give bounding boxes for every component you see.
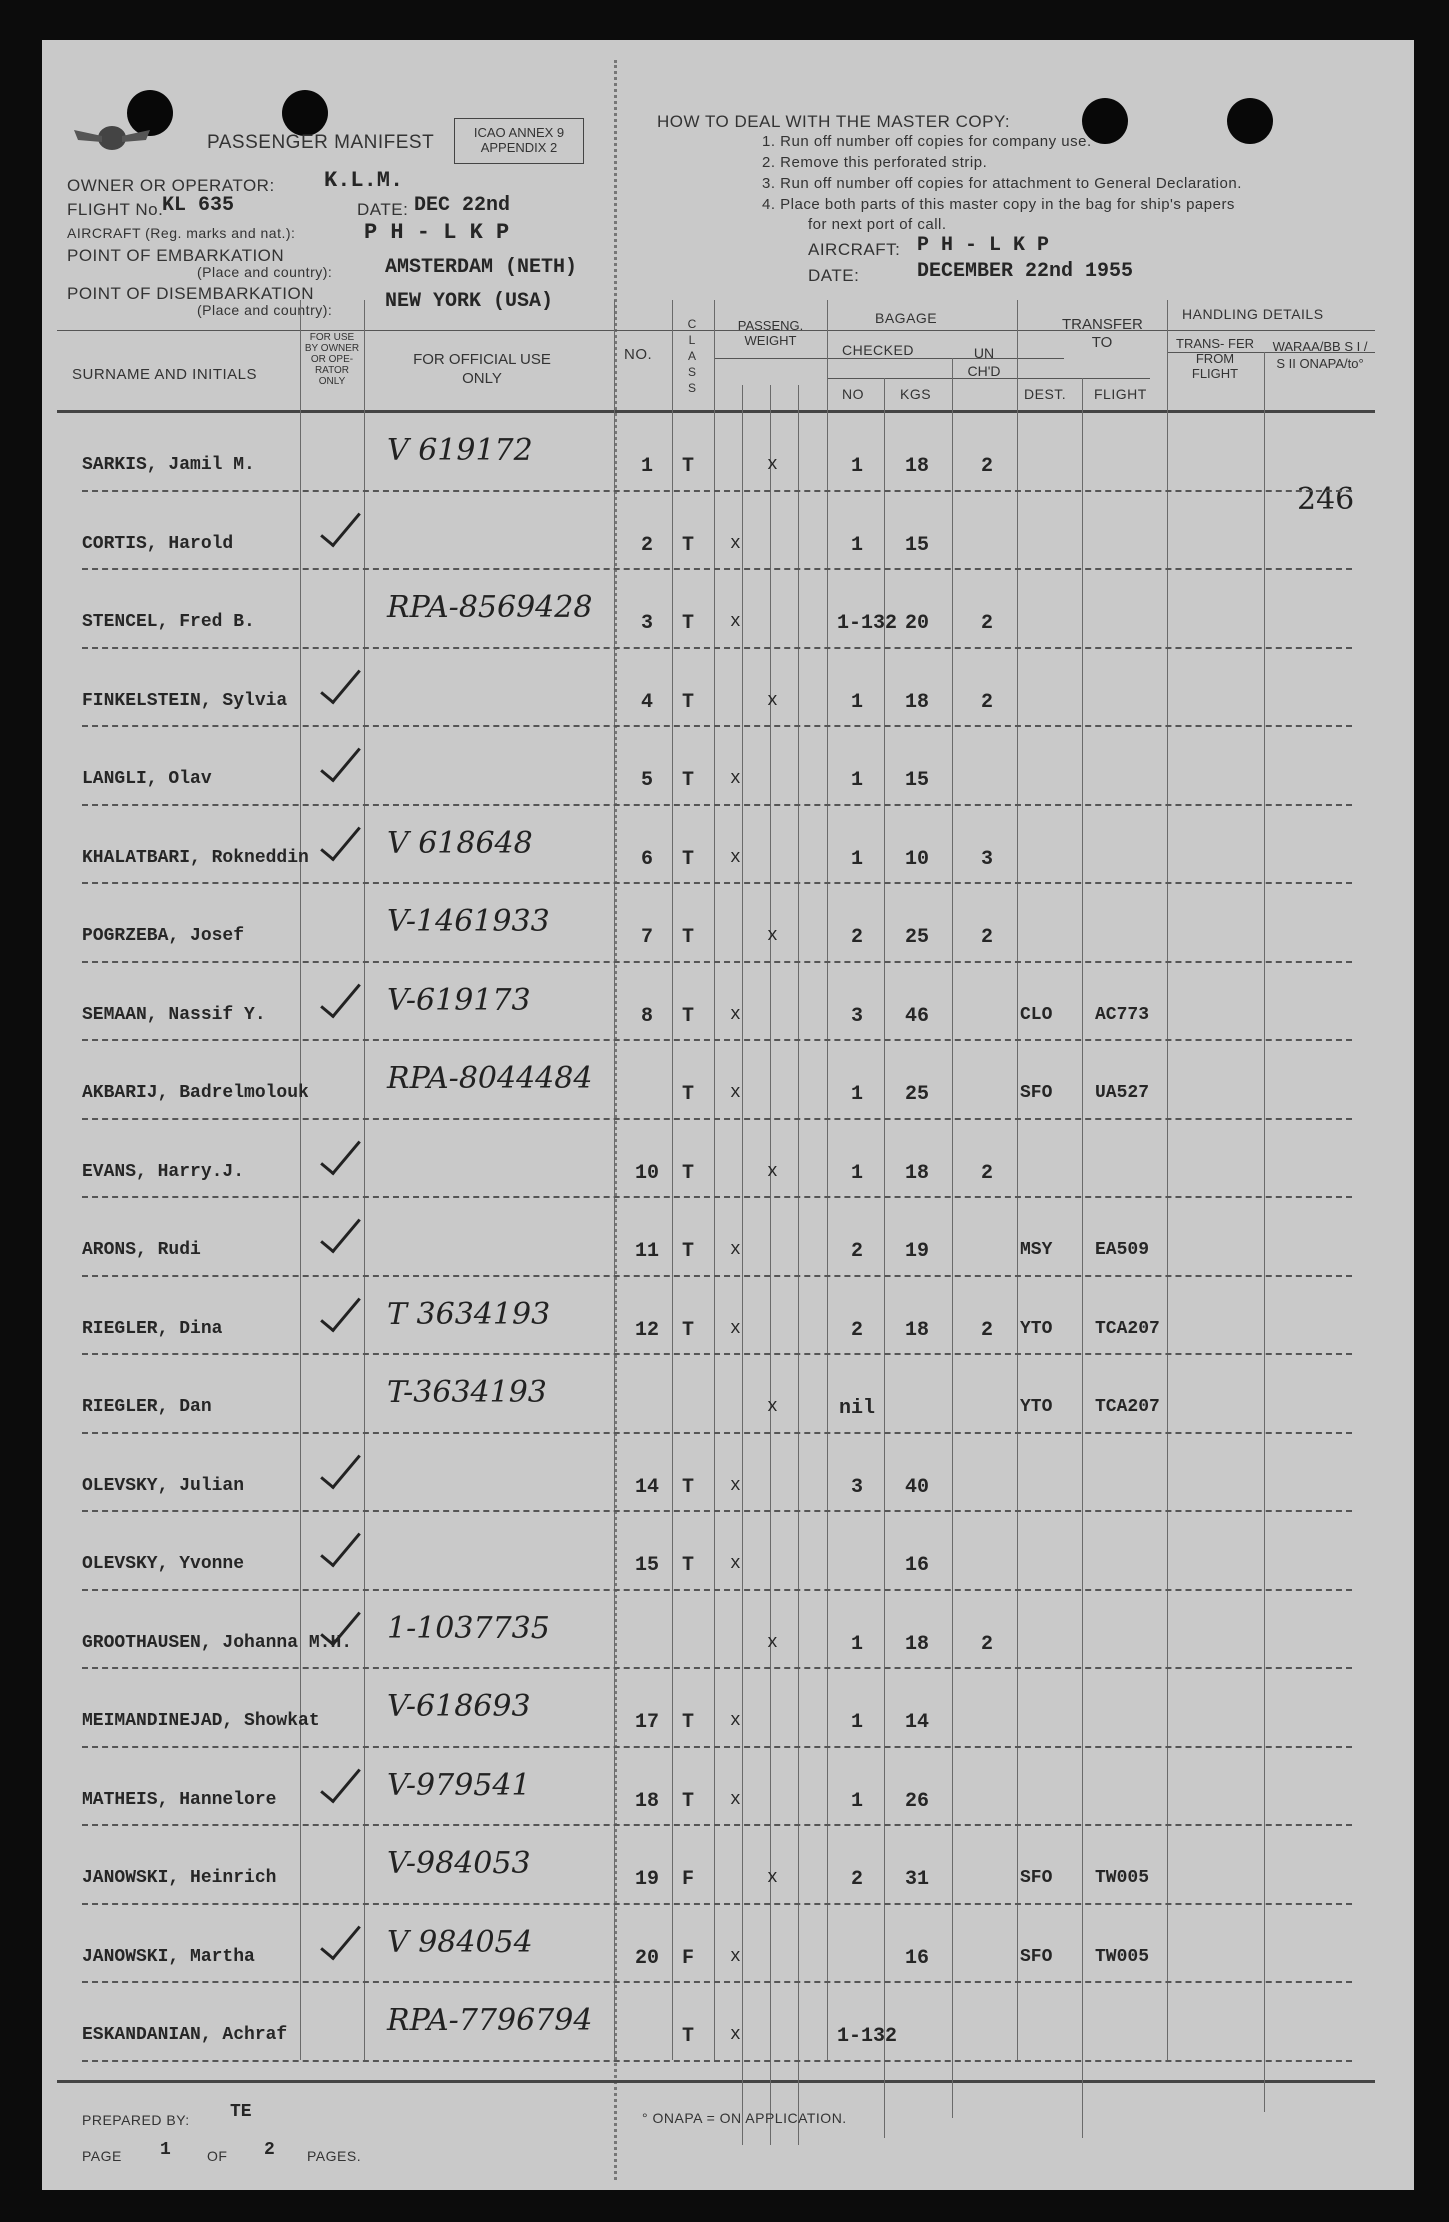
checked-bags-no: 1 <box>850 1789 863 1813</box>
passenger-name: JANOWSKI, Heinrich <box>82 1868 277 1888</box>
col-baggage: BAGAGE <box>875 310 938 326</box>
instr-aircraft-label: AIRCRAFT: <box>808 240 901 259</box>
checked-bags-no: nil <box>838 1397 875 1420</box>
row-separator <box>82 1981 1352 1983</box>
passenger-name: KHALATBARI, Rokneddin <box>82 847 309 868</box>
transfer-dest: YTO <box>1020 1318 1053 1339</box>
of-label: OF <box>207 2148 228 2164</box>
row-separator <box>82 1118 1352 1120</box>
passenger-no: 5 <box>640 769 653 792</box>
official-use-number: V-984053 <box>387 1846 531 1881</box>
row-separator <box>82 1353 1352 1355</box>
bottom-line <box>57 2080 1375 2083</box>
unchecked-bags: 2 <box>980 1632 993 1656</box>
transfer-flight: AC773 <box>1095 1004 1150 1025</box>
weight-mark: x <box>730 847 741 868</box>
passenger-no: 19 <box>634 1868 659 1891</box>
transfer-flight: TW005 <box>1095 1946 1150 1967</box>
row-separator <box>82 1667 1352 1669</box>
instruction-4: 4. Place both parts of this master copy in the bag for ship's papers <box>762 196 1235 213</box>
passenger-name: STENCEL, Fred B. <box>82 612 255 632</box>
passenger-name: AKBARIJ, Badrelmolouk <box>82 1083 309 1103</box>
passenger-no: 3 <box>640 612 653 635</box>
weight-mark: x <box>730 1554 741 1574</box>
unchecked-bags: 2 <box>980 612 993 635</box>
checked-bags-no: 1 <box>850 1711 863 1734</box>
col-checked-kgs: KGS <box>900 386 932 402</box>
checked-kgs: 26 <box>904 1789 929 1813</box>
passenger-name: SEMAAN, Nassif Y. <box>82 1004 266 1025</box>
form-title: PASSENGER MANIFEST <box>207 132 435 153</box>
unchecked-bags: 3 <box>980 847 993 871</box>
passenger-name: SARKIS, Jamil M. <box>82 455 255 475</box>
weight-mark: x <box>730 1475 741 1496</box>
unchecked-bags: 2 <box>980 455 993 478</box>
embark-label: POINT OF EMBARKATION <box>67 246 285 265</box>
of-value: 2 <box>264 2140 275 2160</box>
col-divider <box>364 300 365 2060</box>
row-separator <box>82 1746 1352 1748</box>
punch-hole <box>282 90 328 136</box>
punch-hole <box>1227 98 1273 144</box>
transfer-dest: SFO <box>1020 1083 1053 1103</box>
weight-mark: x <box>767 690 778 711</box>
checked-kgs: 15 <box>904 769 929 792</box>
checked-kgs: 18 <box>904 1632 929 1656</box>
check-mark <box>320 1210 361 1254</box>
flight-label: FLIGHT No. <box>67 200 164 219</box>
date-value: DEC 22nd <box>414 194 511 217</box>
transfer-flight: EA509 <box>1095 1240 1150 1260</box>
passenger-name: RIEGLER, Dan <box>82 1397 212 1417</box>
official-use-number: V 619172 <box>387 433 533 468</box>
col-divider <box>300 300 301 2060</box>
instruction-4b: for next port of call. <box>808 216 947 233</box>
weight-mark: x <box>730 612 741 632</box>
passenger-no: 10 <box>634 1161 659 1185</box>
passenger-class: T <box>682 926 695 949</box>
passenger-name: MATHEIS, Hannelore <box>82 1789 277 1810</box>
weight-mark: x <box>730 1318 741 1339</box>
transfer-flight: UA527 <box>1095 1083 1150 1103</box>
instr-date-value: DECEMBER 22nd 1955 <box>917 260 1134 283</box>
passenger-no: 17 <box>634 1711 659 1734</box>
checked-kgs: 14 <box>904 1711 929 1734</box>
checked-kgs: 19 <box>904 1240 929 1263</box>
official-use-number: V-619173 <box>387 982 531 1018</box>
col-dest: DEST. <box>1024 386 1067 402</box>
weight-mark: x <box>767 455 778 475</box>
unchecked-bags: 2 <box>980 690 993 714</box>
passenger-no: 7 <box>640 926 653 949</box>
passenger-class: T <box>682 612 695 635</box>
page-value: 1 <box>160 2140 171 2160</box>
date-label: DATE: <box>357 200 409 219</box>
passenger-class: F <box>682 1868 695 1891</box>
row-separator <box>82 1903 1352 1905</box>
passenger-no: 2 <box>640 533 653 557</box>
col-weight: PASSENG. WEIGHT <box>737 318 804 348</box>
passenger-name: RIEGLER, Dina <box>82 1318 223 1339</box>
col-unchd: UN CH'D <box>967 345 1001 379</box>
owner-label: OWNER OR OPERATOR: <box>67 176 275 195</box>
passenger-name: GROOTHAUSEN, Johanna M.H. <box>82 1632 353 1653</box>
transfer-sub-line <box>1017 378 1150 379</box>
check-mark <box>320 1524 361 1568</box>
passenger-name: ARONS, Rudi <box>82 1240 201 1260</box>
passenger-no: 12 <box>634 1318 659 1342</box>
baggage-sub-line <box>714 358 1064 359</box>
check-mark <box>320 1759 361 1803</box>
official-use-number: V 618648 <box>387 825 533 861</box>
transfer-flight: TCA207 <box>1095 1318 1160 1339</box>
weight-mark: x <box>767 1161 778 1182</box>
weight-mark: x <box>730 1789 741 1810</box>
weight-mark: x <box>730 1240 741 1260</box>
checked-kgs: 18 <box>904 1161 929 1185</box>
col-transfer: TRANSFER TO <box>1062 316 1143 351</box>
checked-bags-no: 2 <box>850 1318 863 1342</box>
checked-bags-no: 2 <box>850 1240 863 1263</box>
transfer-dest: MSY <box>1020 1240 1053 1260</box>
transfer-dest: SFO <box>1020 1946 1053 1967</box>
weight-mark: x <box>730 769 741 789</box>
col-divider <box>884 378 885 2138</box>
passenger-name: LANGLI, Olav <box>82 769 212 789</box>
embark-value: AMSTERDAM (NETH) <box>385 256 578 279</box>
official-use-number: RPA-8044484 <box>387 1061 593 1096</box>
col-divider <box>1082 378 1083 2138</box>
official-use-number: V-618693 <box>387 1689 531 1724</box>
passenger-class: T <box>682 533 695 557</box>
weight-mark: x <box>767 926 778 946</box>
flight-value: KL 635 <box>162 194 235 217</box>
col-flight: FLIGHT <box>1094 386 1147 402</box>
passenger-class: T <box>682 2025 695 2048</box>
passenger-no: 14 <box>634 1475 659 1499</box>
row-separator <box>82 1196 1352 1198</box>
col-no: NO. <box>624 346 653 363</box>
official-use-number: V 984054 <box>387 1924 533 1960</box>
row-separator <box>82 961 1352 963</box>
passenger-class: T <box>682 1083 695 1106</box>
aircraft-label: AIRCRAFT (Reg. marks and nat.): <box>67 225 296 241</box>
official-use-number: V-1461933 <box>387 904 550 939</box>
instruction-3: 3. Run off number off copies for attachment to General Declaration. <box>762 175 1242 192</box>
weight-mark: x <box>767 1632 778 1653</box>
passenger-no: 8 <box>640 1004 653 1028</box>
passenger-name: JANOWSKI, Martha <box>82 1946 255 1967</box>
row-separator <box>82 490 1352 492</box>
instr-aircraft-value: P H - L K P <box>917 234 1050 257</box>
embark-sub: (Place and country): <box>197 264 333 280</box>
passenger-name: EVANS, Harry.J. <box>82 1161 245 1182</box>
official-use-number: T 3634193 <box>387 1296 551 1332</box>
disembark-value: NEW YORK (USA) <box>385 290 554 313</box>
col-official: FOR OFFICIAL USE ONLY <box>413 351 551 387</box>
passenger-class: T <box>682 690 695 714</box>
onapa-note: ° ONAPA = ON APPLICATION. <box>642 2110 847 2126</box>
passenger-class: F <box>682 1946 695 1970</box>
page-number-handwritten: 246 <box>1297 482 1355 517</box>
checked-bags-no: 1-132 <box>837 612 898 635</box>
row-separator <box>82 647 1352 649</box>
official-use-number: RPA-8569428 <box>387 590 593 625</box>
passenger-no: 11 <box>634 1240 659 1263</box>
passenger-no: 1 <box>640 455 653 478</box>
passenger-name: ESKANDANIAN, Achraf <box>82 2025 288 2045</box>
unchecked-bags: 2 <box>980 1318 993 1342</box>
row-separator <box>82 2060 1352 2062</box>
checked-kgs: 15 <box>904 533 929 557</box>
passenger-no: 18 <box>634 1789 659 1813</box>
row-separator <box>82 1039 1352 1041</box>
passenger-class: T <box>682 455 695 478</box>
col-divider <box>1167 300 1168 2060</box>
passenger-class: T <box>682 1161 695 1185</box>
checked-kgs: 31 <box>904 1868 929 1891</box>
checked-kgs: 16 <box>904 1946 929 1970</box>
checked-kgs: 18 <box>904 690 929 714</box>
checked-kgs: 25 <box>904 926 929 949</box>
check-mark <box>320 660 361 704</box>
passenger-class: T <box>682 1789 695 1813</box>
weight-mark: x <box>767 1868 778 1888</box>
checked-kgs: 20 <box>904 612 929 635</box>
klm-wings-logo <box>72 118 152 158</box>
weight-mark: x <box>730 1946 741 1967</box>
check-mark <box>320 503 361 547</box>
checked-bags-no: 2 <box>850 1868 863 1891</box>
transfer-dest: CLO <box>1020 1004 1053 1025</box>
unchecked-bags: 2 <box>980 926 993 949</box>
transfer-flight: TW005 <box>1095 1868 1150 1888</box>
checked-kgs: 18 <box>904 1318 929 1342</box>
checked-kgs: 10 <box>904 847 929 871</box>
header-top-line <box>57 330 1375 331</box>
col-class: C L A S S <box>687 317 697 395</box>
col-divider <box>1017 300 1018 2060</box>
checked-bags-no: 2 <box>850 926 863 949</box>
weight-mark: x <box>730 1711 741 1731</box>
passenger-name: OLEVSKY, Julian <box>82 1475 245 1496</box>
col-divider <box>827 300 828 2060</box>
passenger-no: 6 <box>640 847 653 871</box>
checked-bags-no: 1 <box>850 533 863 557</box>
check-mark <box>320 1131 361 1175</box>
official-use-number: 1-1037735 <box>387 1610 550 1646</box>
weight-mark: x <box>730 533 741 554</box>
passenger-class: T <box>682 1711 695 1734</box>
col-surname: SURNAME AND INITIALS <box>72 366 258 383</box>
weight-mark: x <box>730 1083 741 1103</box>
row-separator <box>82 1432 1352 1434</box>
check-mark <box>320 974 361 1018</box>
aircraft-value: P H - L K P <box>364 220 510 245</box>
weight-mark: x <box>730 1004 741 1025</box>
row-separator <box>82 804 1352 806</box>
passenger-class: T <box>682 1004 695 1028</box>
prepared-label: PREPARED BY: <box>82 2112 190 2128</box>
col-checked-no: NO <box>842 386 864 402</box>
checked-bags-no: 1 <box>850 769 863 792</box>
instr-date-label: DATE: <box>808 266 860 285</box>
row-separator <box>82 1510 1352 1512</box>
col-waraa: WARAA/BB S I / S II ONAPA/to° <box>1272 339 1368 371</box>
checked-bags-no: 3 <box>850 1475 863 1499</box>
weight-mark: x <box>730 2025 741 2045</box>
col-handling: HANDLING DETAILS <box>1182 306 1324 322</box>
passenger-no: 15 <box>634 1554 659 1577</box>
row-separator <box>82 1589 1352 1591</box>
instruction-2: 2. Remove this perforated strip. <box>762 154 988 171</box>
prepared-value: TE <box>230 2102 252 2122</box>
transfer-dest: SFO <box>1020 1868 1053 1888</box>
checked-bags-no: 1 <box>850 1632 863 1656</box>
transfer-flight: TCA207 <box>1095 1397 1160 1417</box>
passenger-name: POGRZEBA, Josef <box>82 926 245 946</box>
checked-kgs: 25 <box>904 1083 929 1106</box>
col-divider <box>952 358 953 2118</box>
owner-value: K.L.M. <box>324 168 404 193</box>
page-label: PAGE <box>82 2148 122 2164</box>
col-divider <box>672 300 673 2060</box>
passenger-name: OLEVSKY, Yvonne <box>82 1554 245 1574</box>
icao-box: ICAO ANNEX 9 APPENDIX 2 <box>454 118 584 164</box>
checked-bags-no: 1 <box>850 847 863 871</box>
checked-kgs: 16 <box>904 1554 929 1577</box>
row-separator <box>82 568 1352 570</box>
checked-bags-no: 1-132 <box>837 2025 898 2048</box>
passenger-class: T <box>682 1240 695 1263</box>
instruction-1: 1. Run off number off copies for company use. <box>762 133 1092 150</box>
manifest-sheet <box>42 40 1414 2190</box>
passenger-class: T <box>682 769 695 792</box>
passenger-no: 4 <box>640 690 653 714</box>
passenger-class: T <box>682 847 695 871</box>
col-divider <box>742 385 743 2145</box>
passenger-class: T <box>682 1554 695 1577</box>
unchecked-bags: 2 <box>980 1161 993 1185</box>
passenger-name: CORTIS, Harold <box>82 533 234 554</box>
check-mark <box>320 817 361 861</box>
passenger-class: T <box>682 1475 695 1499</box>
passenger-class: T <box>682 1318 695 1342</box>
row-separator <box>82 1824 1352 1826</box>
instructions-title: HOW TO DEAL WITH THE MASTER COPY: <box>657 112 1011 131</box>
official-use-number: RPA-7796794 <box>387 2003 593 2038</box>
checked-bags-no: 1 <box>850 690 863 714</box>
disembark-label: POINT OF DISEMBARKATION <box>67 284 315 303</box>
official-use-number: T-3634193 <box>387 1375 547 1410</box>
row-separator <box>82 882 1352 884</box>
col-owner-use: FOR USE BY OWNER OR OPE- RATOR ONLY <box>304 332 360 387</box>
header-bottom-line <box>57 410 1375 413</box>
checked-kgs: 40 <box>904 1475 929 1499</box>
col-divider <box>1264 352 1265 2112</box>
disembark-sub: (Place and country): <box>197 302 333 318</box>
checked-bags-no: 3 <box>850 1004 863 1028</box>
col-transfer-from: TRANS- FER FROM FLIGHT <box>1176 336 1254 381</box>
check-mark <box>320 1916 361 1960</box>
pages-label: PAGES. <box>307 2148 362 2164</box>
checked-kgs: 18 <box>904 455 929 478</box>
col-divider <box>614 300 615 2060</box>
transfer-dest: YTO <box>1020 1397 1053 1417</box>
official-use-number: V-979541 <box>387 1767 531 1803</box>
col-checked: CHECKED <box>842 342 914 358</box>
passenger-name: MEIMANDINEJAD, Showkat <box>82 1711 320 1731</box>
col-divider <box>798 385 799 2145</box>
row-separator <box>82 725 1352 727</box>
check-mark <box>320 1288 361 1332</box>
weight-mark: x <box>767 1397 778 1417</box>
col-divider <box>714 300 715 2060</box>
check-mark <box>320 1445 361 1489</box>
check-mark <box>320 739 361 783</box>
checked-bags-no: 1 <box>850 455 863 478</box>
passenger-name: FINKELSTEIN, Sylvia <box>82 690 288 711</box>
checked-kgs: 46 <box>904 1004 929 1028</box>
row-separator <box>82 1275 1352 1277</box>
passenger-no: 20 <box>634 1946 659 1970</box>
checked-bags-no: 1 <box>850 1083 863 1106</box>
checked-bags-no: 1 <box>850 1161 863 1185</box>
